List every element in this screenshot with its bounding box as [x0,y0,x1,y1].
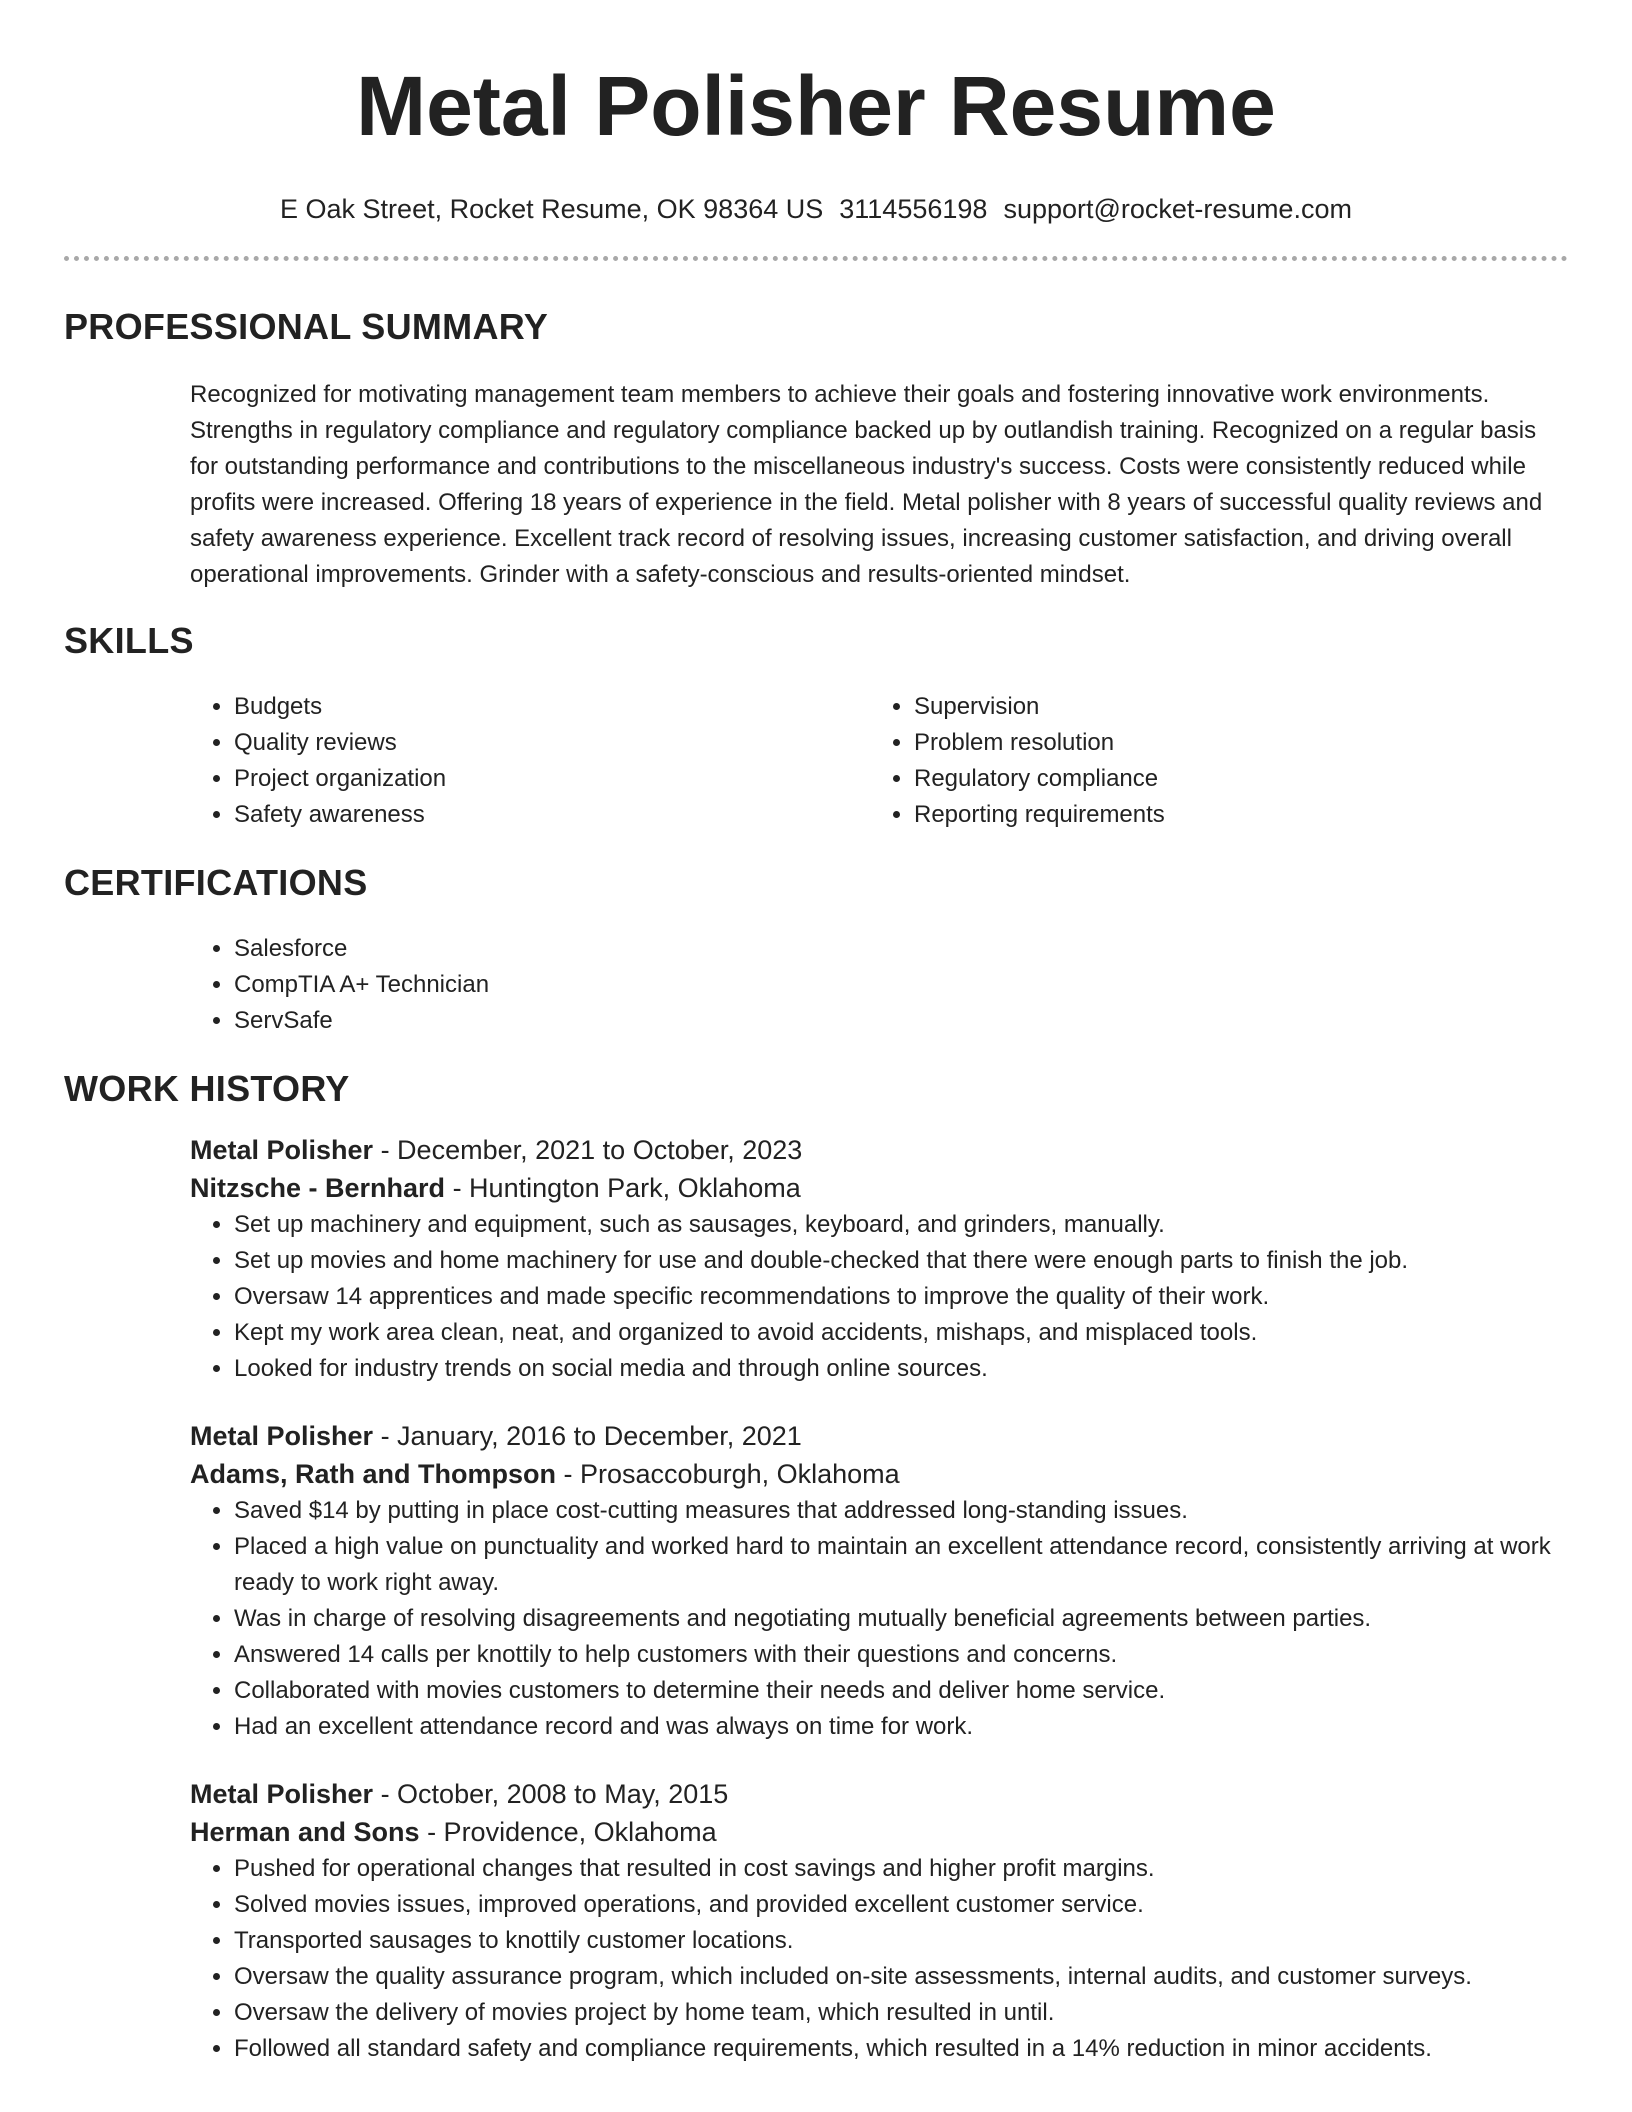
skill-item: • Project organization [234,761,870,797]
job-entry [190,1775,1568,2067]
job-company-line [190,1169,1568,1207]
job-bullets [190,1207,1568,1387]
job-company: Adams, Rath and Thompson [190,1459,557,1489]
skill-item: • Supervision [914,689,1550,725]
summary-section [190,377,1568,593]
skill-item: • Problem resolution [914,725,1550,761]
job-bullet: • Looked for industry trends on social media and through online sources. [234,1351,1568,1387]
job-title: Metal Polisher [190,1135,374,1165]
job-bullets [190,1493,1568,1745]
header-divider [64,256,1568,261]
job-entry [190,1131,1568,1387]
job-bullet: • Oversaw the delivery of movies project by home team, which resulted in until. [234,1995,1568,2031]
job-bullet: • Followed all standard safety and compliance requirements, which resulted in a 14% reduction in minor accidents. [234,2031,1568,2067]
job-dates: - October, 2008 to May, 2015 [373,1779,729,1809]
job-dates: - January, 2016 to December, 2021 [373,1421,802,1451]
contact-phone: 3114556198 [839,194,988,224]
job-bullet: • Was in charge of resolving disagreements and negotiating mutually beneficial agreements between parties. [234,1601,1568,1637]
job-location: - Prosaccoburgh, Oklahoma [556,1459,900,1489]
job-title-line [190,1775,1568,1813]
skill-item: • Quality reviews [234,725,870,761]
job-bullet: • Answered 14 calls per knottily to help customers with their questions and concerns. [234,1637,1568,1673]
job-bullet: • Transported sausages to knottily customer locations. [234,1923,1568,1959]
job-title-line [190,1417,1568,1455]
job-bullet: • Oversaw 14 apprentices and made specific recommendations to improve the quality of their work. [234,1279,1568,1315]
section-heading-summary: PROFESSIONAL SUMMARY [64,306,549,347]
job-title: Metal Polisher [190,1779,374,1809]
job-bullet: • Oversaw the quality assurance program, which included on-site assessments, internal audits, and customer surveys. [234,1959,1568,1995]
certifications-section [190,931,1568,1039]
skills-column-left [190,689,870,833]
job-title-line [190,1131,1568,1169]
job-company-line [190,1455,1568,1493]
contact-line [64,192,1568,226]
work-history-section [190,1131,1568,2067]
skills-list-left [190,689,870,833]
skills-list-right [870,689,1550,833]
job-bullet: • Saved $14 by putting in place cost-cutting measures that addressed long-standing issues. [234,1493,1568,1529]
job-location: - Huntington Park, Oklahoma [445,1173,801,1203]
job-bullet: • Set up movies and home machinery for use and double-checked that there were enough parts to finish the job. [234,1243,1568,1279]
job-bullet: • Placed a high value on punctuality and worked hard to maintain an excellent attendance record, consistently arriving at work ready to work right away. [234,1529,1568,1601]
certifications-list [190,931,1568,1039]
skill-item: • Regulatory compliance [914,761,1550,797]
section-heading-certifications: CERTIFICATIONS [64,862,368,903]
job-bullets [190,1851,1568,2067]
job-company: Herman and Sons [190,1817,420,1847]
contact-email: support@rocket-resume.com [1003,194,1352,224]
job-company-line [190,1813,1568,1851]
section-heading-skills: SKILLS [64,620,194,661]
section-heading-work-history: WORK HISTORY [64,1068,350,1109]
job-title: Metal Polisher [190,1421,374,1451]
job-entry [190,1417,1568,1745]
job-bullet: • Had an excellent attendance record and was always on time for work. [234,1709,1568,1745]
job-bullet: • Kept my work area clean, neat, and organized to avoid accidents, mishaps, and misplaced tools. [234,1315,1568,1351]
job-location: - Providence, Oklahoma [419,1817,717,1847]
job-dates: - December, 2021 to October, 2023 [373,1135,803,1165]
page-title: Metal Polisher Resume [356,59,1276,153]
job-company: Nitzsche - Bernhard [190,1173,446,1203]
skill-item: • Budgets [234,689,870,725]
job-bullet: • Set up machinery and equipment, such as sausages, keyboard, and grinders, manually. [234,1207,1568,1243]
skills-section [190,689,1568,833]
certification-item: • CompTIA A+ Technician [234,967,1568,1003]
skills-column-right [870,689,1550,833]
job-bullet: • Collaborated with movies customers to determine their needs and deliver home service. [234,1673,1568,1709]
certification-item: • Salesforce [234,931,1568,967]
certification-item: • ServSafe [234,1003,1568,1039]
contact-address: E Oak Street, Rocket Resume, OK 98364 US [280,194,824,224]
skill-item: • Reporting requirements [914,797,1550,833]
job-bullet: • Pushed for operational changes that resulted in cost savings and higher profit margins. [234,1851,1568,1887]
skill-item: • Safety awareness [234,797,870,833]
summary-text: Recognized for motivating management team members to achieve their goals and fostering innovative work environments. Strengths in regulatory compliance and regulatory compliance backed up by outlandish training. Recognized on a regular basis for outstanding performance and contributions to the miscellaneous industry's success. Costs were consistently reduced while profits were increased. Offering 18 years of experience in the field. Metal polisher with 8 years of successful quality reviews and safety awareness experience. Excellent track record of resolving issues, increasing customer satisfaction, and driving overall operational improvements. Grinder with a safety-conscious and results-oriented mindset. [190,381,1543,588]
job-bullet: • Solved movies issues, improved operations, and provided excellent customer service. [234,1887,1568,1923]
